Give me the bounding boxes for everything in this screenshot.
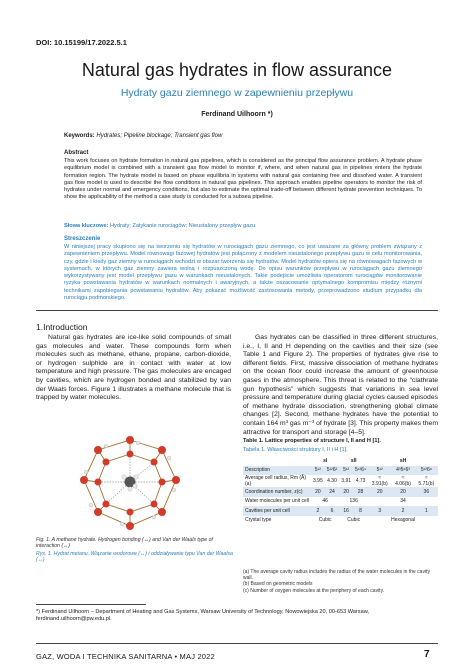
streszczenie-text: W niniejszej pracy skupiono się na tworzeniu się hydratów w rurociągach gazu ziemnego, co jest uważane za główny problem związany z zapewnieniem przepływu. Model równowagi fazowej hydratów jest połączony z modelem nieustalonego przepływu gazu w celu monitorowania, czy, gdzie i kiedy gaz ziemny w rurociągach wchodzi w obszar tworzenia się hydratów. Model hydratów opiera się na równowagach fazowych w systemach, w których gaz ziemny zawiera wolną i rozpuszczoną wodę. Do opisu warunków przepływu w rurociągach gazu ziemnego wykorzystywany jest model przepływu gazu w warunkach nieustalonych. Takie podejście umożliwia operatorom rurociągów monitorowanie ryzyka powstawania hydratów w warunkach normalnych i awaryjnych, a także oszacowanie optymalnego kompromisu między różnymi technikami zapobiegania powstawaniu hydratów. Aby pokazać możliwość zastosowania metody, przeprowadzono studium przypadku dla rurociągu podmorskiego.	[64, 244, 422, 302]
table-note: (a) The average cavity radius includes the radius of the water molecules in the cavity wall.	[243, 569, 430, 582]
table-row: Description 5¹² 5¹²6² 5¹² 5¹²6⁴ 5¹² 4³5⁶6³ 5¹²6⁸	[243, 466, 438, 476]
table-structure-header-row	[243, 456, 438, 466]
header-sI: sI	[311, 456, 339, 466]
journal-footer: GAZ, WODA I TECHNIKA SANITARNA • MAJ 2022	[36, 652, 215, 661]
page-number: 7	[424, 649, 430, 660]
doi: DOI: 10.15199/17.2022.5.1	[36, 38, 127, 47]
footer-divider	[36, 643, 438, 644]
methane-molecule	[122, 475, 138, 491]
pl-keywords-label: Słowa kluczowe:	[64, 223, 109, 229]
keywords-text: Hydrates; Pipeline blockage; Transient gas flow	[96, 133, 223, 139]
author: Ferdinand Uilhoorn *)	[201, 111, 273, 118]
figure-caption-pl: Rys. 1. Hydrat metanu. Wiązanie wodorowe (↔) i oddziaływanie typu Van der Waalsa (↔)	[36, 551, 233, 564]
streszczenie-heading: Streszczenie	[64, 236, 101, 242]
table-note: (b) Based on geometric models	[243, 581, 313, 588]
header-sH: sH	[368, 456, 438, 466]
table-title-pl: Tabela 1. Własciwości struktury I, II i H [1].	[243, 447, 348, 453]
abstract-heading: Abstract	[64, 150, 89, 156]
table-row: Water molecules per unit cell 46 136 34	[245, 498, 406, 505]
pl-keywords-text: Hydraty; Zatykanie rurociągów; Nieustalony przepływ gazu	[110, 223, 256, 229]
table-row: Crystal type Cubic Cubic Hexagonal	[245, 517, 415, 524]
lattice-properties-table	[243, 456, 438, 525]
table-note: (c) Number of oxygen molecules at the periphery of each cavity.	[243, 587, 385, 594]
figure-caption: Fig. 1. A methane hydrate. Hydrogen bonding (↔) and Van der Waals type of interaction (↔)	[36, 537, 213, 550]
abstract-text: This work focuses on hydrate formation in natural gas pipelines, which is considered as the principal flow assurance problem. A hydrate phase equilibrium model is combined with a transient gas flow model to monitor if, where, and when natural gas in pipelines enters the hydrate formation region. The hydrate model is based on phase equilibria in systems with natural gas containing free and dissolved water. A transient gas flow model is used to describe the flow conditions in natural gas pipelines. This approach enables pipeline operators to monitor the risk of hydrates under normal and emergency conditions, but also to estimate the optimal trade-off between different hydrate prevention techniques. To show the applicability of the method a case study is conducted for a subsea pipeline.	[64, 158, 422, 201]
footnote-divider	[36, 604, 146, 605]
table-row: Average cell radius, Rm (Å) (a) 3.95 4.30 3.91 4.73 ≈ 3.91(b) ≈ 4.06(b) ≈ 5.71(b)	[245, 475, 435, 487]
table-row: Cavities per unit cell 2 6 16 8 3 2 1	[243, 506, 438, 516]
header-sII: sII	[339, 456, 368, 466]
keywords	[64, 133, 424, 139]
right-column-paragraph: Gas hydrates can be classified in three different structures, i.e., I, II and H depending on the cavities and their size (see Table 1 and Figure 2). The properties of hydrates give rise to different fields. First, massive dissociation of methane hydrates on the ocean floor could increase the amount of greenhouse gases in the atmosphere. This threat is related to the “clathrate gun hypothesis” which suggests that variations in sea level pressure and temperature during glacial cycles caused episodes of methane hydrate dissociation, strengthening global climate changes [2]. Second, methane hydrates have the potential to contain 164 m³ gas m⁻³ of hydrate [3]. This property makes them attractive for transport and storage [4–5].	[243, 334, 438, 436]
section-divider	[36, 310, 438, 311]
section-heading: 1.Introduction	[36, 322, 88, 332]
pl-keywords	[64, 223, 424, 229]
methane-hydrate-figure	[50, 432, 210, 534]
author-footnote: *) Ferdinand Uilhoorn – Department of Heating and Gas Systems, Warsaw University of Technology, Nowowiejska 20, 00-653 Warsaw, ferdinand.uilhoorn@pw.edu.pl.	[36, 609, 369, 623]
intro-paragraph: Natural gas hydrates are ice-like solid compounds of small gas molecules and water. These compounds form when molecules such as methane, ethane, propane, carbon-dioxide, or hydrogen sulphide are in contact with water at low temperature and high pressure. The gas molecules are encaged by cavities, which are hydrogen bonded and stabilized by van der Waals forces. Figure 1 illustrates a methane molecule that is trapped by water molecules.	[36, 334, 231, 402]
table-title: Table 1. Lattice properties of structure I, II and H [1].	[243, 438, 381, 444]
table-notes	[243, 569, 438, 594]
keywords-label: Keywords:	[64, 133, 95, 139]
article-subtitle: Hydraty gazu ziemnego w zapewnieniu przepływu	[120, 87, 354, 99]
article-title: Natural gas hydrates in flow assurance	[81, 60, 393, 80]
table-row: Coordination number, z(c) 20 24 20 28 20 20 36	[243, 487, 438, 497]
